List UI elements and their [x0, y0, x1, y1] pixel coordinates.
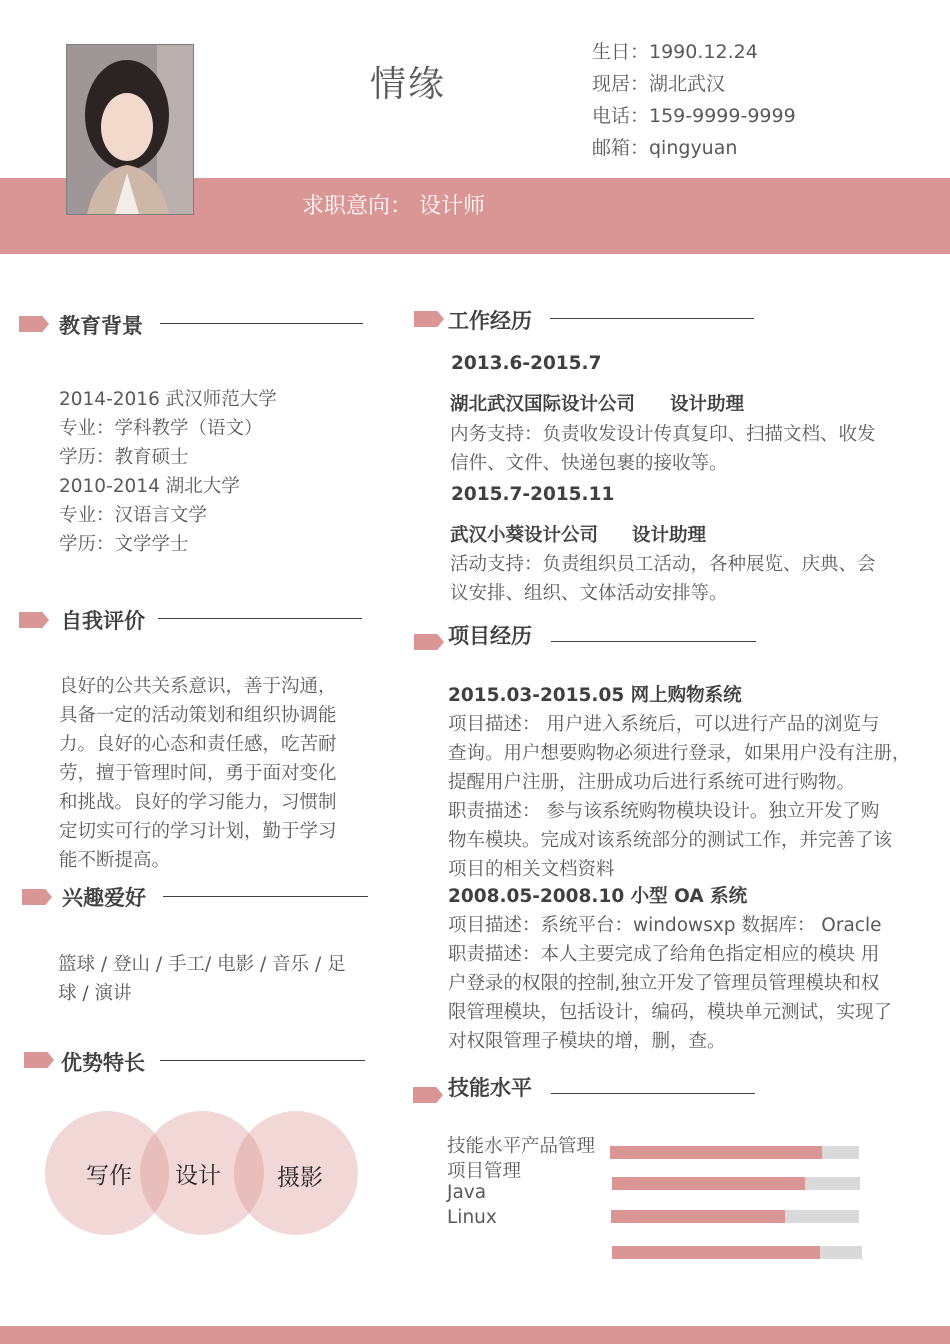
arrow-icon — [413, 1087, 443, 1103]
work-period: 2013.6-2015.7 — [451, 353, 602, 374]
avatar-frame — [66, 44, 194, 215]
self-eval-line: 定切实可行的学习计划，勤于学习 — [59, 821, 337, 842]
self-eval-line: 具备一定的活动策划和组织协调能 — [59, 705, 337, 726]
skill-bar — [610, 1146, 859, 1159]
section-divider — [158, 618, 362, 619]
arrow-icon — [19, 316, 49, 332]
portrait-photo-overlay-icon — [67, 45, 193, 214]
skill-bar — [612, 1177, 860, 1190]
section-title-strengths: 优势特长 — [61, 1051, 145, 1075]
section-divider — [160, 1060, 365, 1061]
project-heading: 2015.03-2015.05 网上购物系统 — [448, 685, 742, 706]
work-desc-line: 议安排、组织、文体活动安排等。 — [450, 583, 728, 604]
education-line: 专业：学科教学（语文） — [59, 418, 263, 439]
arrow-icon — [19, 612, 49, 628]
work-desc-line: 内务支持：负责收发设计传真复印、扫描文档、收发 — [450, 424, 876, 445]
project-line: 限管理模块，包括设计，编码，模块单元测试，实现了 — [448, 1002, 893, 1023]
info-phone: 电话：159-9999-9999 — [592, 105, 796, 127]
hobbies-line: 球 / 演讲 — [58, 983, 132, 1004]
self-eval-line: 能不断提高。 — [59, 850, 171, 871]
project-line: 户登录的权限的控制,独立开发了管理员管理模块和权 — [448, 973, 880, 994]
section-title-projects: 项目经历 — [448, 624, 532, 648]
project-line: 职责描述： 参与该系统购物模块设计。独立开发了购 — [448, 801, 880, 822]
education-line: 学历：教育硕士 — [59, 447, 189, 468]
education-line: 2014-2016 武汉师范大学 — [59, 389, 277, 410]
education-line: 学历：文学学士 — [59, 534, 189, 555]
skill-bar — [611, 1210, 859, 1223]
section-divider — [160, 323, 363, 324]
section-divider — [550, 318, 754, 319]
skill-bar-fill — [610, 1146, 822, 1159]
project-line: 物车模块。完成对该系统部分的测试工作，并完善了该 — [448, 830, 893, 851]
footer-band — [0, 1326, 950, 1344]
section-divider — [551, 1093, 755, 1094]
project-heading: 2008.05-2008.10 小型 OA 系统 — [448, 886, 748, 907]
project-line: 项目的相关文档资料 — [448, 859, 615, 880]
arrow-icon — [24, 1052, 54, 1068]
self-eval-line: 和挑战。良好的学习能力，习惯制 — [59, 792, 337, 813]
strength-label: 写作 — [86, 1163, 132, 1189]
strength-label: 摄影 — [277, 1165, 323, 1191]
skill-bar — [612, 1246, 862, 1259]
info-birthday: 生日：1990.12.24 — [592, 41, 758, 63]
work-desc-line: 信件、文件、快递包裹的接收等。 — [450, 453, 728, 474]
education-line: 专业：汉语言文学 — [59, 505, 208, 526]
strength-label: 设计 — [175, 1163, 221, 1189]
section-divider — [551, 641, 756, 642]
skill-label: Linux — [447, 1207, 497, 1228]
section-divider — [163, 896, 368, 897]
info-residence: 现居：湖北武汉 — [592, 73, 726, 95]
work-company: 武汉小葵设计公司 — [450, 525, 599, 546]
arrow-icon — [414, 634, 444, 650]
section-title-self-evaluation: 自我评价 — [61, 609, 145, 633]
hobbies-line: 篮球 / 登山 / 手工/ 电影 / 音乐 / 足 — [58, 954, 346, 975]
info-email: 邮箱：qingyuan — [592, 137, 738, 159]
self-eval-line: 力。良好的心态和责任感，吃苦耐 — [59, 734, 337, 755]
resume-name: 情缘 — [370, 64, 447, 105]
work-role: 设计助理 — [670, 394, 745, 415]
arrow-icon — [414, 311, 444, 327]
arrow-icon — [22, 889, 52, 905]
skill-label: 技能水平产品管理 — [447, 1136, 596, 1157]
skill-label: 项目管理 — [447, 1161, 522, 1182]
education-line: 2010-2014 湖北大学 — [59, 476, 240, 497]
project-line: 项目描述： 用户进入系统后，可以进行产品的浏览与 — [448, 714, 880, 735]
self-eval-line: 劳，擅于管理时间，勇于面对变化 — [59, 763, 337, 784]
section-title-work: 工作经历 — [448, 309, 532, 333]
project-line: 职责描述：本人主要完成了给角色指定相应的模块 用 — [448, 944, 880, 965]
work-period: 2015.7-2015.11 — [451, 484, 615, 505]
self-eval-line: 良好的公共关系意识，善于沟通， — [59, 676, 337, 697]
project-line: 查询。用户想要购物必须进行登录，如果用户没有注册， — [448, 743, 911, 764]
job-intent: 求职意向： 设计师 — [302, 194, 485, 219]
project-line: 项目描述：系统平台：windowsxp 数据库： Oracle — [448, 915, 882, 936]
skill-label: Java — [447, 1182, 487, 1203]
work-desc-line: 活动支持：负责组织员工活动，各种展览、庆典、会 — [450, 554, 876, 575]
project-line: 提醒用户注册，注册成功后进行系统可进行购物。 — [448, 772, 856, 793]
section-title-skills: 技能水平 — [448, 1076, 532, 1100]
skill-bar-fill — [611, 1210, 785, 1223]
section-title-education: 教育背景 — [59, 314, 143, 338]
project-line: 对权限管理子模块的增，删，查。 — [448, 1031, 726, 1052]
section-title-hobbies: 兴趣爱好 — [62, 886, 146, 910]
skill-bar-fill — [612, 1177, 805, 1190]
skill-bar-fill — [612, 1246, 820, 1259]
work-company: 湖北武汉国际设计公司 — [450, 394, 636, 415]
work-role: 设计助理 — [632, 525, 707, 546]
